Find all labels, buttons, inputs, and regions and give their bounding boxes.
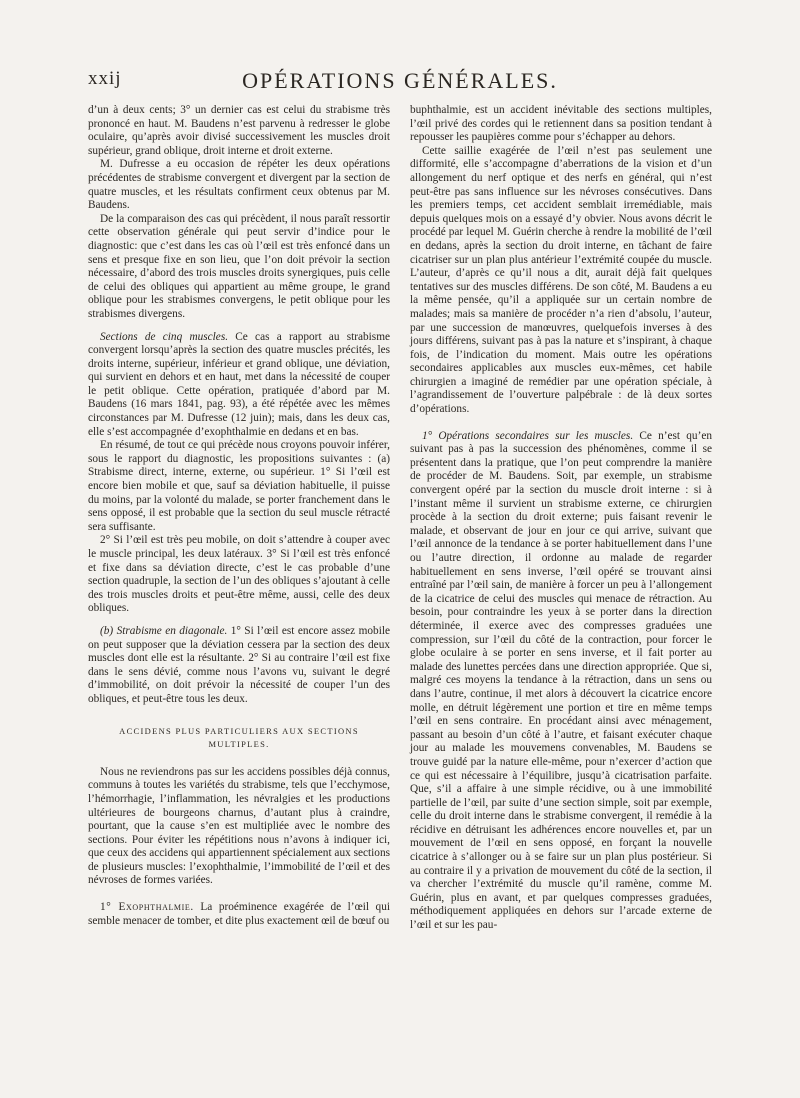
- paragraph: Nous ne reviendrons pas sur les accidens possibles déjà connus, communs à toutes les variétés du strabisme, tels que l’ecchymose, l’hémorrhagie, l’inflammation, les névralgies et les productions ultérieures de bourgeons charnus, d’autant plus à craindre, pourtant, que la cause s’en est multipliée avec le nombre des sections. Pour éviter les répétitions nous n’avons à indiquer ici, que ceux des accidens qui appartiennent spécialement aux sections de plusieurs muscles: l’exophthalmie, l’immobilité de l’œil et des névroses de formes variées.: [88, 765, 390, 887]
- paragraph-lead: Sections de cinq muscles.: [100, 330, 229, 343]
- paragraph: De la comparaison des cas qui précèdent, il nous paraît ressortir cette observation générale qui peut servir d’indice pour le diagnostic: que c’est dans les cas où l’œil est très enfoncé dans un sens et presque fixe en son lieu, que l’on doit prévoir la section nécessaire, d’abord des trois muscles droits synergiques, puis celle de celui des obliques qui appartient au même groupe, le grand oblique pour les strabismes convergens, le petit oblique pour les strabismes divergens.: [88, 212, 390, 320]
- paragraph: buphthalmie, est un accident inévitable des sections multiples, l’œil privé des cordes qui le retiennent dans sa position tendant à repousser les paupières comme pour s’échapper au dehors.: [410, 104, 712, 144]
- paragraph: [88, 901, 390, 928]
- paragraph: Cette saillie exagérée de l’œil n’est pas seulement une difformité, elle s’accompagne d’aberrations de la vision et d’un allongement du nerf optique et des nerfs en général, qui n’est peut-être pas sans influence sur les névroses consécutives. Dans les premiers temps, cet accident semblait irremédiable, mais depuis quelques mois on a essayé d’y obvier. Nous avons décrit le procédé par lequel M. Guérin cherche à rendre la mobilité de l’œil en dedans, après la section du droit interne, en tâchant de faire cicatriser sur un plan plus antérieur l’extrémité coupée du muscle. L’auteur, d’après ce qu’il nous a dit, aurait déjà fait quelques tentatives sur des muscles différens. De son côté, M. Baudens a eu la même pensée, qu’il a appliquée sur un certain nombre de malades; mais sa manière de procéder n’a rien d’absolu, l’auteur, par une succession de manœuvres, quelquefois inverses à des jours différens, suivant pas à pas la nature et s’inspirant, à chaque fois, de l’indication du moment. Mais outre les opérations secondaires applicables aux muscles eux-mêmes, cet habile chirurgien a imaginé de remédier par une opération spéciale, à l’agrandissement de l’ouverture palpébrale : de là deux sortes d’opérations.: [410, 144, 712, 416]
- paragraph-lead: 1° Exophthalmie.: [100, 901, 194, 914]
- paragraph: [88, 331, 390, 440]
- page-number: xxij: [88, 68, 122, 89]
- text-columns: [88, 104, 712, 933]
- paragraph: d’un à deux cents; 3° un dernier cas est celui du strabisme très prononcé en haut. M. Baudens n’est parvenu à redresser le globe oculaire, qu’après avoir divisé successivement les muscles droit supérieur, grand oblique, droit interne et droit externe.: [88, 104, 390, 157]
- paragraph-body: La proéminence exagérée de l’œil qui semble menacer de tomber, et dite plus exactement œil de bœuf ou: [88, 901, 390, 927]
- left-column: [88, 104, 390, 933]
- page-header: [88, 68, 712, 94]
- paragraph-lead: (b) Strabisme en diagonale.: [100, 624, 228, 637]
- paragraph-lead: 1° Opérations secondaires sur les muscles.: [422, 429, 634, 442]
- paragraph-body: Ce cas a rapport au strabisme convergent lorsqu’après la section des quatre muscles précités, les droits interne, supérieur, inférieur et grand oblique, une déviation, qui survient en dehors et en haut, met dans la nécessité de couper le petit oblique. Cette opération, pratiquée d’abord par M. Baudens (16 mars 1841, pag. 93), a été répétée avec les mêmes circonstances par M. Dufresse (12 juin); mais, dans les deux cas, elle s’est accompagnée d’exophthalmie en dedans et en bas.: [88, 330, 390, 438]
- paragraph: M. Dufresse a eu occasion de répéter les deux opérations précédentes de strabisme convergent et divergent par la section de quatre muscles, et les résultats confirment ceux obtenus par M. Baudens.: [88, 158, 390, 212]
- paragraph-body: Ce n’est qu’en suivant pas à pas la succession des phénomènes, comme il se présentent dans la pratique, que l’on peut comprendre la manière de procéder de M. Baudens. Soit, par exemple, un strabisme convergent opéré par la section du muscle droit interne : si à l’instant même il survient un strabisme externe, ce chirurgien procède à la section du droit externe; puis faisant revenir le malade, et observant de jour en jour ce qui arrive, suivant que l’œil annonce de la tendance à se porter habituellement dans l’une ou l’autre direction, il ordonne au malade de regarder habituellement en sens inverse, l’œil opéré se trouvant ainsi entraîné par l’œil sain, de manière à forcer un peu à l’allongement de la cicatrice de celui des muscles qui menace de rétraction. Au besoin, pour contraindre les yeux à se porter dans la direction déterminée, il exerce avec des compresses graduées une compression, sur l’œil du côté de la contraction, pour forcer le globe oculaire à se porter en sens inverse, et il fait porter au malade des lunettes percées dans une direction appropriée. Que si, malgré ces moyens la tendance à la rétraction, dans un sens ou dans l’autre, continue, il met alors à découvert la cicatrice encore molle, en détruit légèrement une portion et tire en même temps l’œil en sens contraire. En procédant ainsi avec ménagement, passant au besoin d’un côté à l’autre, et faisant exécuter chaque jour au malade les mouvemens convenables, M. Baudens se trouve guidé par la nature elle-même, pour n’exercer d’action que ce qui est nécessaire à l’équilibre, jusqu’à cicatrisation parfaite. Que, s’il a affaire à une simple récidive, ou à une immobilité partielle de l’œil, par suite d’une section simple, soit par exemple, celle du droit interne dans le strabisme convergent, il remédie à la récidive en détruisant les adhérences encore nouvelles et, par un mouvement de l’œil en sens opposé, en forçant la nouvelle cicatrice à s’allonger ou à se faire sur un plan plus postérieur. Si au contraire il y a privation de mouvement du côté de la section, il va chercher l’extrémité du muscle qu’il ramène, comme M. Guérin, plus en avant, et par quelques compresses graduées, méthodiquement appliquées en dehors sur l’arcade externe de l’œil et sur les pau-: [410, 429, 713, 932]
- right-column: [410, 104, 712, 933]
- paragraph: En résumé, de tout ce qui précède nous croyons pouvoir inférer, sous le rapport du diagnostic, les propositions suivantes : (a) Strabisme direct, interne, externe, ou supérieur. 1° Si l’œil est encore bien mobile et que, sauf sa déviation habituelle, il puisse du moins, par la volonté du malade, se porter franchement dans le sens opposé, il est probable que la section du seul muscle rétracté sera suffisante.: [88, 439, 390, 533]
- running-title: OPÉRATIONS GÉNÉRALES.: [242, 68, 558, 93]
- section-subheading: ACCIDENS PLUS PARTICULIERS AUX SECTIONS MULTIPLES.: [119, 725, 359, 750]
- paragraph: 2° Si l’œil est très peu mobile, on doit s’attendre à couper avec le muscle principal, les deux latéraux. 3° Si l’œil est très enfoncé et fixe dans sa déviation directe, c’est le cas probable d’une section quadruple, la section de l’un des obliques s’ajoutant à celle des trois muscles droits et peut-être même, aussi, celle des deux obliques.: [88, 534, 390, 615]
- paragraph: [410, 430, 712, 933]
- paragraph: [88, 625, 390, 707]
- paragraph-body: 1° Si l’œil est encore assez mobile on peut supposer que la déviation cessera par la section des deux muscles dont elle est la résultante. 2° Si au contraire l’œil est fixe dans le sens dévié, comme nous l’avons vu, suivant le degré d’immobilité, on doit prévoir la nécessité de couper l’un des obliques, et peut-être tous les deux.: [88, 624, 390, 705]
